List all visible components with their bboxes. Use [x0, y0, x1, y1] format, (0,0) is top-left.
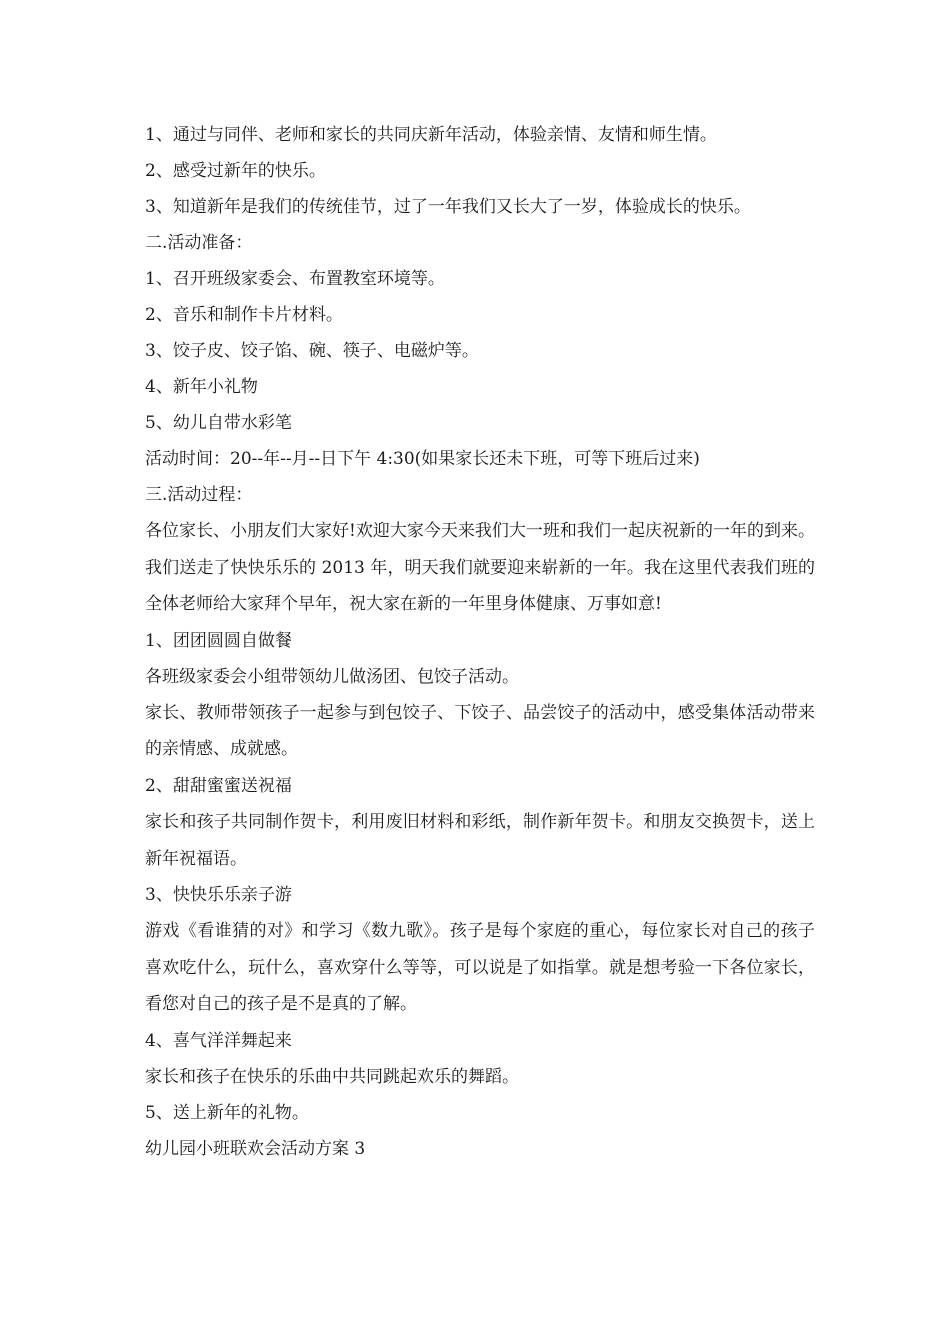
goal-item-1: 1、通过与同伴、老师和家长的共同庆新年活动，体验亲情、友情和师生情。 — [145, 125, 717, 145]
goal-item-3: 3、知道新年是我们的传统佳节，过了一年我们又长大了一岁，体验成长的快乐。 — [145, 197, 751, 217]
welcome-paragraph: 各位家长、小朋友们大家好!欢迎大家今天来我们大一班和我们一起庆祝新的一年的到来。我们送走了快快乐乐的 2013 年，明天我们就要迎来崭新的一年。我在这里代表我们班的全体老师给大家拜个早年，祝大家在新的一年里身体健康、万事如意! — [145, 521, 815, 615]
process-item-1-title: 1、团团圆圆自做餐 — [145, 630, 292, 651]
prep-item-5: 5、幼儿自带水彩笔 — [145, 413, 292, 433]
process-item-4-text: 家长和孩子在快乐的乐曲中共同跳起欢乐的舞蹈。 — [145, 1066, 519, 1087]
process-item-1-text-a: 各班级家委会小组带领幼儿做汤团、包饺子活动。 — [145, 666, 519, 687]
prep-item-4: 4、新年小礼物 — [145, 377, 258, 397]
next-plan-title: 幼儿园小班联欢会活动方案 3 — [145, 1138, 366, 1159]
prep-item-2: 2、音乐和制作卡片材料。 — [145, 305, 343, 325]
process-item-2-title: 2、甜甜蜜蜜送祝福 — [145, 775, 292, 796]
activity-time: 活动时间：20--年--月--日下午 4:30(如果家长还未下班，可等下班后过来) — [145, 449, 700, 469]
process-item-4-title: 4、喜气洋洋舞起来 — [145, 1030, 292, 1051]
section-heading-preparation: 二.活动准备： — [145, 233, 253, 253]
process-item-3-title: 3、快快乐乐亲子游 — [145, 885, 292, 906]
process-item-1-text-b: 家长、教师带领孩子一起参与到包饺子、下饺子、品尝饺子的活动中，感受集体活动带来的亲情感、成就感。 — [145, 702, 815, 760]
process-item-2-text: 家长和孩子共同制作贺卡，利用废旧材料和彩纸，制作新年贺卡。和朋友交换贺卡，送上新年祝福语。 — [145, 811, 815, 869]
goal-item-2: 2、感受过新年的快乐。 — [145, 161, 326, 181]
section-heading-process: 三.活动过程： — [145, 485, 253, 505]
document-body — [145, 117, 815, 1167]
process-item-3-text: 游戏《看谁猜的对》和学习《数九歌》。孩子是每个家庭的重心，每位家长对自己的孩子喜欢吃什么，玩什么，喜欢穿什么等等，可以说是了如指掌。就是想考验一下各位家长，看您对自己的孩子是不是真的了解。 — [145, 921, 815, 1015]
process-item-5-title: 5、送上新年的礼物。 — [145, 1102, 309, 1123]
prep-item-1: 1、召开班级家委会、布置教室环境等。 — [145, 269, 445, 289]
prep-item-3: 3、饺子皮、饺子馅、碗、筷子、电磁炉等。 — [145, 341, 479, 361]
